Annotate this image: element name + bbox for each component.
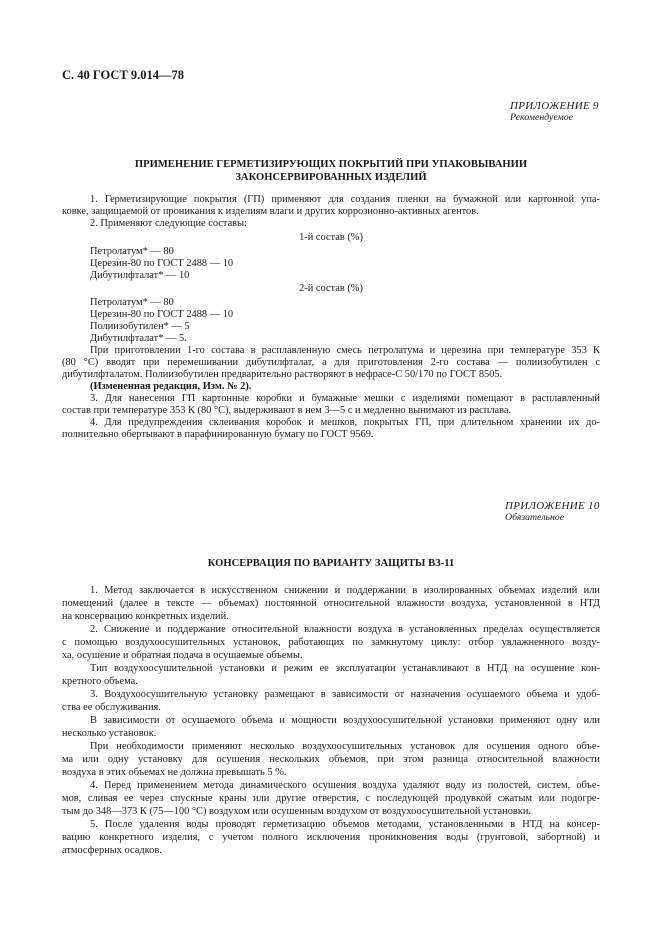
paragraph-line: помещений (далее в тексте — объемах) постоянной относительной влажности воздуха, установленной в НТД (62, 598, 600, 609)
paragraph-line: 2. Снижение и поддержание относительной влажности воздуха в установленных пределах осуществляется (90, 624, 600, 635)
paragraph-line: 4. Перед применением метода динамического осушения воздуха удаляют воду из полостей, систем, объе- (90, 780, 600, 791)
paragraph-line: дибутилфталатом. Полиизобутилен предварительно растворяют в нефрасе-С 50/170 по ГОСТ 8505. (62, 369, 503, 380)
paragraph-line: 1. Герметизирующие покрытия (ГП) применяют для создания пленки на бумажной или картонной упа- (90, 194, 600, 205)
paragraph-line: ма или одну установку для осушения нескольких объемов, при этом разница относительной влажности (62, 754, 600, 765)
paragraph-line: на консервацию конкретных изделий. (62, 611, 229, 622)
appendix-9-title-line-1: ПРИМЕНЕНИЕ ГЕРМЕТИЗИРУЮЩИХ ПОКРЫТИЙ ПРИ УПАКОВЫВАНИИ (134, 159, 528, 170)
paragraph-line: (80 °С) вводят при перемешивании дибутилфталат, а для приготовления 2-го состава — полиизобутилен с (62, 357, 600, 368)
paragraph-line: мов, сливая ее через спускные краны или другие отверстия, с последующей продувкой сжатым или подогре- (62, 793, 600, 804)
paragraph-line: тым до 348—373 К (75—100 °С) воздухом или осушенным воздухом от воздухоосушительной установки. (62, 806, 531, 817)
appendix-9-heading (510, 100, 599, 123)
paragraph-line: 3. Воздухоосушительную установку размещают в зависимости от назначения осушаемого объема и удоб- (90, 689, 600, 700)
composition-2-heading: 2-й состав (%) (299, 283, 363, 294)
paragraph-line: При необходимости применяют несколько воздухоосушительных установок для осушения одного объе- (90, 741, 600, 752)
paragraph-line: При приготовлении 1-го состава в расплавленную смесь петролатума и церезина при температуре 353 К (90, 345, 600, 356)
composition-item: Церезин-80 по ГОСТ 2488 — 10 (90, 258, 234, 269)
paragraph-line: воздуха в этих объемах не должна превышать 5 %. (62, 767, 287, 778)
paragraph-line: с помощью воздухоосушительных установок, работающих по замкнутому циклу: отбор увлажненного возду- (62, 637, 600, 648)
appendix-9-label: ПРИЛОЖЕНИЕ 9 (510, 100, 599, 112)
composition-item: Полиизобутилен* — 5 (90, 321, 190, 332)
appendix-10-label: ПРИЛОЖЕНИЕ 10 (505, 500, 600, 512)
paragraph-line: ковке, защищаемой от проникания к изделиям влаги и других коррозионно-активных агентов. (62, 206, 479, 217)
composition-item: Дибутилфталат* — 5. (90, 333, 187, 344)
composition-item: Петролатум* — 80 (90, 246, 174, 257)
paragraph-line: полнительно обертывают в парафинированную бумагу по ГОСТ 9569. (62, 429, 374, 440)
paragraph-line: ства ее обслуживания. (62, 702, 161, 713)
appendix-10-heading (505, 500, 600, 523)
appendix-10-title: КОНСЕРВАЦИЯ ПО ВАРИАНТУ ЗАЩИТЫ ВЗ-11 (207, 558, 455, 569)
paragraph-line: вацию конкретного изделия, с учетом полного исключения проникновения воды (грунтовой, забортной) и (62, 832, 600, 843)
appendix-9-title-line-2: ЗАКОНСЕРВИРОВАННЫХ ИЗДЕЛИЙ (235, 172, 427, 183)
composition-1-heading: 1-й состав (%) (299, 232, 363, 243)
paragraph-line: атмосферных осадков. (62, 845, 162, 856)
paragraph-line: 5. После удаления воды проводят герметизацию объемов методами, установленными в НТД на консер- (90, 819, 600, 830)
revision-note: (Измененная редакция, Изм. № 2). (90, 381, 252, 392)
composition-item: Петролатум* — 80 (90, 297, 174, 308)
paragraph-line: ха, осушение и обратная подача в осушаемые объемы. (62, 650, 303, 661)
appendix-9-status: Рекомендуемое (510, 112, 573, 123)
paragraph-line: состав при температуре 353 К (80 °С), выдерживают в нем 3—5 с и медленно вынимают из расплава. (62, 405, 512, 416)
paragraph-line: В зависимости от осушаемого объема и мощности воздухоосушительной установки применяют одну или (90, 715, 600, 726)
paragraph-line: несколько установок. (62, 728, 157, 739)
composition-item: Церезин-80 по ГОСТ 2488 — 10 (90, 309, 234, 320)
composition-item: Дибутилфталат* — 10 (90, 270, 190, 281)
page-header: С. 40 ГОСТ 9.014—78 (62, 68, 185, 82)
appendix-9-title (62, 158, 600, 184)
paragraph-line: 1. Метод заключается в искусственном снижении и поддержании в изолированных объемах изделий или (90, 585, 600, 596)
paragraph-line: Тип воздухоосушительной установки и режим ее эксплуатации устанавливают в НТД на осушение кон- (90, 663, 600, 674)
paragraph-line: 3. Для нанесения ГП картонные коробки и бумажные мешки с изделиями помещают в расплавленный (90, 393, 600, 404)
appendix-10-status: Обязательное (505, 512, 565, 523)
paragraph-line: 4. Для предупреждения склеивания коробок и мешков, покрытых ГП, при длительном хранении их до- (90, 417, 600, 428)
paragraph-line: 2. Применяют следующие составы: (90, 218, 247, 229)
paragraph-line: кретного объема. (62, 676, 138, 687)
